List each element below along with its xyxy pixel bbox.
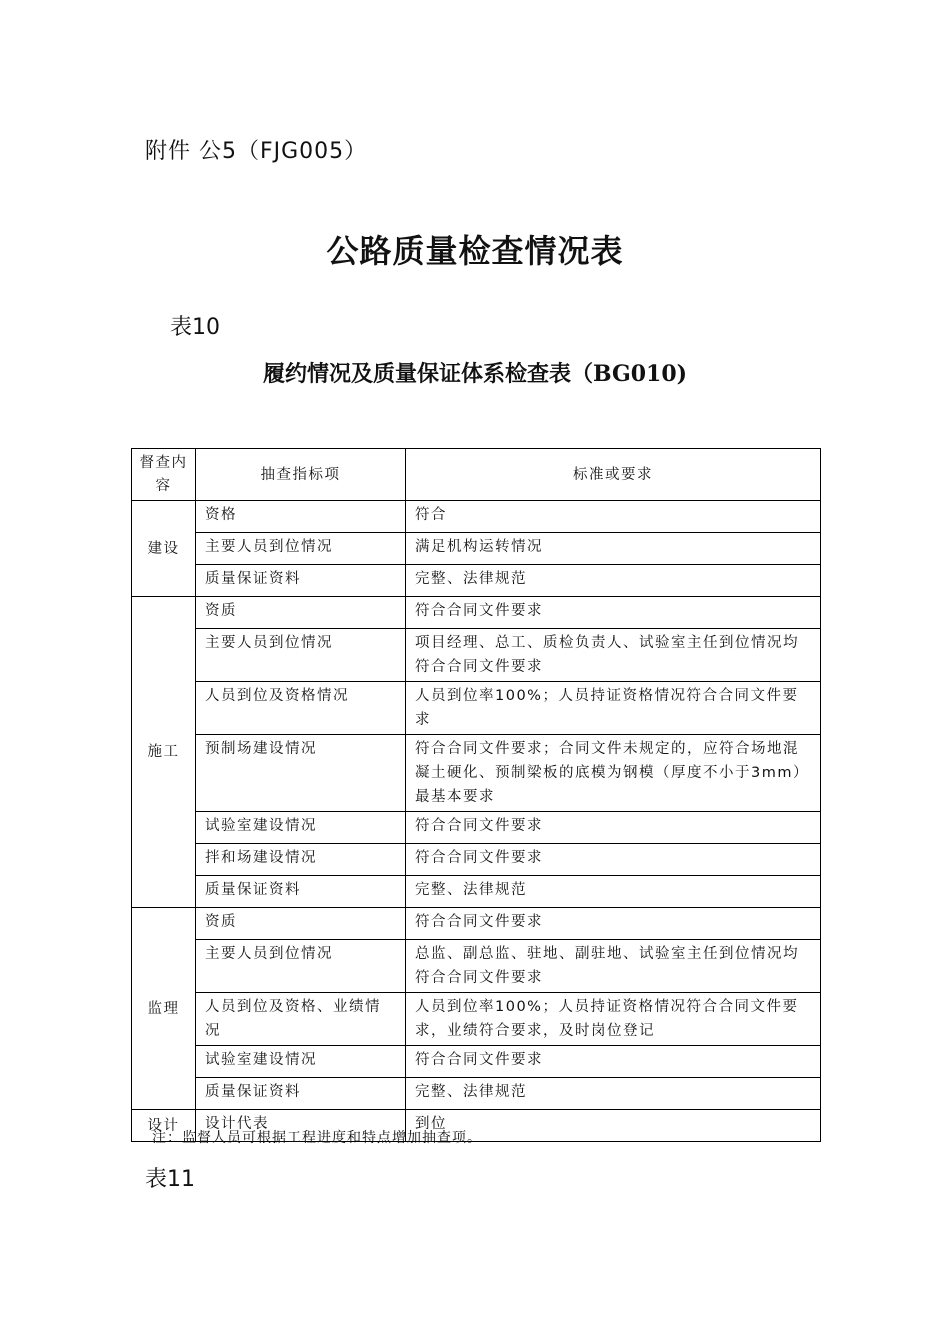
header-cell-category: 督查内容: [132, 449, 196, 501]
table-row: [132, 876, 821, 908]
standard-cell: 完整、法律规范: [406, 876, 821, 908]
item-cell: 主要人员到位情况: [196, 940, 406, 993]
table-header-row: [132, 449, 821, 501]
table-row: [132, 735, 821, 812]
item-cell: 拌和场建设情况: [196, 844, 406, 876]
standard-cell: 符合合同文件要求；合同文件未规定的，应符合场地混凝土硬化、预制梁板的底模为钢模（厚度不小于3mm）最基本要求: [406, 735, 821, 812]
category-cell: 施工: [132, 597, 196, 908]
item-cell: 试验室建设情况: [196, 1046, 406, 1078]
item-cell: 主要人员到位情况: [196, 533, 406, 565]
next-table-number: 表11: [145, 1167, 195, 1192]
standard-cell: 到位: [406, 1110, 821, 1142]
item-cell: 人员到位及资格、业绩情况: [196, 993, 406, 1046]
table-note: 注：监督人员可根据工程进度和特点增加抽查项。: [152, 1130, 482, 1146]
standard-cell: 符合合同文件要求: [406, 908, 821, 940]
item-cell: 质量保证资料: [196, 876, 406, 908]
item-cell: 资质: [196, 597, 406, 629]
table-title: 履约情况及质量保证体系检查表（BG010): [262, 361, 688, 387]
checklist-table: [131, 448, 821, 1142]
standard-cell: 完整、法律规范: [406, 1078, 821, 1110]
standard-cell: 符合合同文件要求: [406, 844, 821, 876]
standard-cell: 总监、副总监、驻地、副驻地、试验室主任到位情况均符合合同文件要求: [406, 940, 821, 993]
standard-cell: 完整、法律规范: [406, 565, 821, 597]
item-cell: 资质: [196, 908, 406, 940]
table-row: [132, 629, 821, 682]
category-cell: 监理: [132, 908, 196, 1110]
attachment-label: 附件 公5（FJG005）: [145, 139, 368, 164]
table-row: [132, 993, 821, 1046]
item-cell: 主要人员到位情况: [196, 629, 406, 682]
item-cell: 设计代表: [196, 1110, 406, 1142]
category-cell: 设计: [132, 1110, 196, 1142]
table-row: [132, 940, 821, 993]
item-cell: 资格: [196, 501, 406, 533]
table-row: [132, 565, 821, 597]
table-row: [132, 597, 821, 629]
standard-cell: 人员到位率100%；人员持证资格情况符合合同文件要求，业绩符合要求，及时岗位登记: [406, 993, 821, 1046]
table-number: 表10: [170, 315, 220, 340]
table-row: [132, 682, 821, 735]
item-cell: 预制场建设情况: [196, 735, 406, 812]
standard-cell: 符合: [406, 501, 821, 533]
table-row: [132, 1046, 821, 1078]
item-cell: 试验室建设情况: [196, 812, 406, 844]
item-cell: 质量保证资料: [196, 565, 406, 597]
table-row: [132, 501, 821, 533]
table-row: [132, 812, 821, 844]
main-title: 公路质量检查情况表: [326, 232, 624, 270]
item-cell: 质量保证资料: [196, 1078, 406, 1110]
table-row: [132, 533, 821, 565]
category-cell: 建设: [132, 501, 196, 597]
header-cell-item: 抽查指标项: [196, 449, 406, 501]
standard-cell: 项目经理、总工、质检负责人、试验室主任到位情况均符合合同文件要求: [406, 629, 821, 682]
standard-cell: 符合合同文件要求: [406, 597, 821, 629]
table-row: [132, 844, 821, 876]
header-cell-standard: 标准或要求: [406, 449, 821, 501]
standard-cell: 满足机构运转情况: [406, 533, 821, 565]
table-row: [132, 908, 821, 940]
table-row: [132, 1078, 821, 1110]
standard-cell: 符合合同文件要求: [406, 812, 821, 844]
standard-cell: 符合合同文件要求: [406, 1046, 821, 1078]
item-cell: 人员到位及资格情况: [196, 682, 406, 735]
standard-cell: 人员到位率100%；人员持证资格情况符合合同文件要求: [406, 682, 821, 735]
